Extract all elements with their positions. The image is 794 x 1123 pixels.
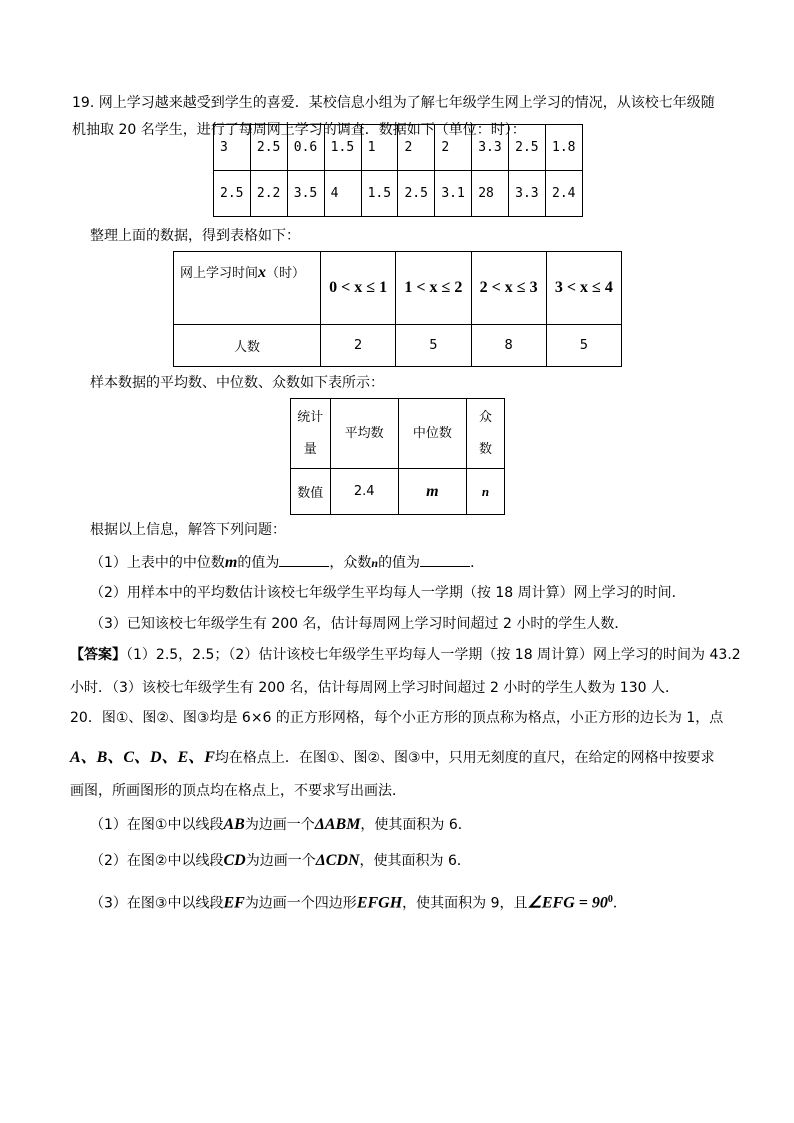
freq-header: 网上学习时间 <box>180 266 259 281</box>
s3-text2: 为边画一个四边形 <box>244 895 357 912</box>
q20-line1: 20．图①、图②、图③均是 6×6 的正方形网格，每个小正方形的顶点称为格点，小正方形的边长为 1，点 <box>70 710 724 726</box>
part2: （2）用样本中的平均数估计该校七年级学生平均每人一学期（按 18 周计算）网上学习的时间． <box>90 585 686 601</box>
raw-data-cell: 2.2 <box>250 171 287 217</box>
count-3: 8 <box>471 325 546 367</box>
raw-data-cell: 3.3 <box>472 125 509 171</box>
answer-line2: 小时．（3）该校七年级学生有 200 名，估计每周网上学习时间超过 2 小时的学生人数为 130 人． <box>70 680 679 696</box>
median-value: m <box>398 469 466 515</box>
s3-end: ． <box>612 895 627 912</box>
stats-h3: 中位数 <box>398 399 466 469</box>
degree-sup: 0 <box>607 894 613 905</box>
raw-data-cell: 1.5 <box>324 125 361 171</box>
var-n: n <box>371 556 379 570</box>
stats-h4: 众数 <box>466 399 504 469</box>
s2-text2: 为边画一个 <box>245 853 316 869</box>
q20-line2-text: 均在格点上．在图①、图②、图③中，只用无刻度的直尺，在给定的网格中按要求 <box>214 750 715 766</box>
raw-data-table <box>213 124 583 217</box>
part3: （3）已知该校七年级学生有 200 名，估计每周网上学习时间超过 2 小时的学生人数． <box>90 616 629 632</box>
q19-line1: 19. 网上学习越来越受到学生的喜爱．某校信息小组为了解七年级学生网上学习的情况，从该校七年级随 <box>72 95 715 111</box>
frequency-table <box>173 251 622 367</box>
stats-h1: 统计量 <box>291 399 331 469</box>
raw-data-cell: 2.5 <box>398 171 435 217</box>
raw-data-cell: 2.4 <box>546 171 583 217</box>
triangle-cdn: ΔCDN <box>315 852 360 869</box>
q20-line2 <box>70 749 715 767</box>
p1-text4: 的值为 <box>378 555 421 571</box>
s2-text: （2）在图②中以线段 <box>90 853 224 869</box>
raw-data-cell: 1.8 <box>546 125 583 171</box>
count-1: 2 <box>321 325 396 367</box>
points-label: A、B、C、D、E、F <box>70 749 215 766</box>
raw-data-cell: 2.5 <box>214 171 251 217</box>
triangle-abm: ΔABM <box>314 816 361 833</box>
raw-data-cell: 3.1 <box>435 171 472 217</box>
p1-text3: ，众数 <box>329 555 372 571</box>
stats-table <box>290 398 505 515</box>
stats-h2: 平均数 <box>330 399 398 469</box>
segment-cd: CD <box>223 852 246 869</box>
raw-data-cell: 3 <box>214 125 251 171</box>
raw-data-cell: 28 <box>472 171 509 217</box>
raw-data-cell: 3.3 <box>509 171 546 217</box>
answer-text1: （1）2.5，2.5；（2）估计该校七年级学生平均每人一学期（按 18 周计算）网上学习的时间为 43.2 <box>126 647 741 663</box>
raw-data-cell: 0.6 <box>287 125 324 171</box>
var-x: x <box>258 264 267 281</box>
prompt: 根据以上信息，解答下列问题： <box>90 522 286 538</box>
q20-sub3 <box>90 891 627 913</box>
range-3: 2 < x ≤ 3 <box>471 252 546 325</box>
raw-data-cell: 2 <box>398 125 435 171</box>
answer-line1 <box>70 646 741 664</box>
q20-sub1 <box>90 816 472 834</box>
raw-data-cell: 1.5 <box>361 171 398 217</box>
s1-text: （1）在图①中以线段 <box>90 817 224 833</box>
angle-efg: ∠EFG = 90 <box>527 894 608 912</box>
q19-line2: 机抽取 20 名学生，进行了每周网上学习的调查．数据如下（单位：时）： <box>72 122 526 138</box>
segment-ef: EF <box>223 894 245 912</box>
segment-ab: AB <box>223 816 245 833</box>
count-4: 5 <box>546 325 621 367</box>
range-4: 3 < x ≤ 4 <box>546 252 621 325</box>
count-2: 5 <box>396 325 471 367</box>
part1 <box>90 552 484 572</box>
mode-value: n <box>466 469 504 515</box>
quad-efgh: EFGH <box>356 894 403 912</box>
blank-n[interactable] <box>420 552 470 567</box>
s2-text3: ，使其面积为 6． <box>359 853 471 869</box>
freq-unit: （时） <box>266 266 306 281</box>
answer-tag: 【答案】 <box>70 647 126 663</box>
stats-intro: 样本数据的平均数、中位数、众数如下表所示： <box>90 375 384 391</box>
p1-end: ． <box>470 555 485 571</box>
raw-data-cell: 2 <box>435 125 472 171</box>
range-2: 1 < x ≤ 2 <box>396 252 471 325</box>
s3-text: （3）在图③中以线段 <box>90 895 224 912</box>
blank-m[interactable] <box>279 552 329 567</box>
s1-text2: 为边画一个 <box>244 817 315 833</box>
range-1: 0 < x ≤ 1 <box>321 252 396 325</box>
p1-text2: 的值为 <box>237 555 280 571</box>
raw-data-cell: 3.5 <box>287 171 324 217</box>
raw-data-cell: 2.5 <box>509 125 546 171</box>
p1-text: （1）上表中的中位数 <box>90 555 225 571</box>
s3-text3: ，使其面积为 9，且 <box>402 895 528 912</box>
q20-sub2 <box>90 852 471 870</box>
q20-line3: 画图，所画图形的顶点均在格点上，不要求写出画法． <box>70 783 406 799</box>
raw-data-cell: 2.5 <box>250 125 287 171</box>
s1-text3: ，使其面积为 6． <box>360 817 472 833</box>
raw-data-cell: 4 <box>324 171 361 217</box>
organize-text: 整理上面的数据，得到表格如下： <box>90 228 300 244</box>
count-label: 人数 <box>174 325 321 367</box>
var-m: m <box>224 554 238 571</box>
stats-row-label: 数值 <box>291 469 331 515</box>
mean-value: 2.4 <box>330 469 398 515</box>
raw-data-cell: 1 <box>361 125 398 171</box>
